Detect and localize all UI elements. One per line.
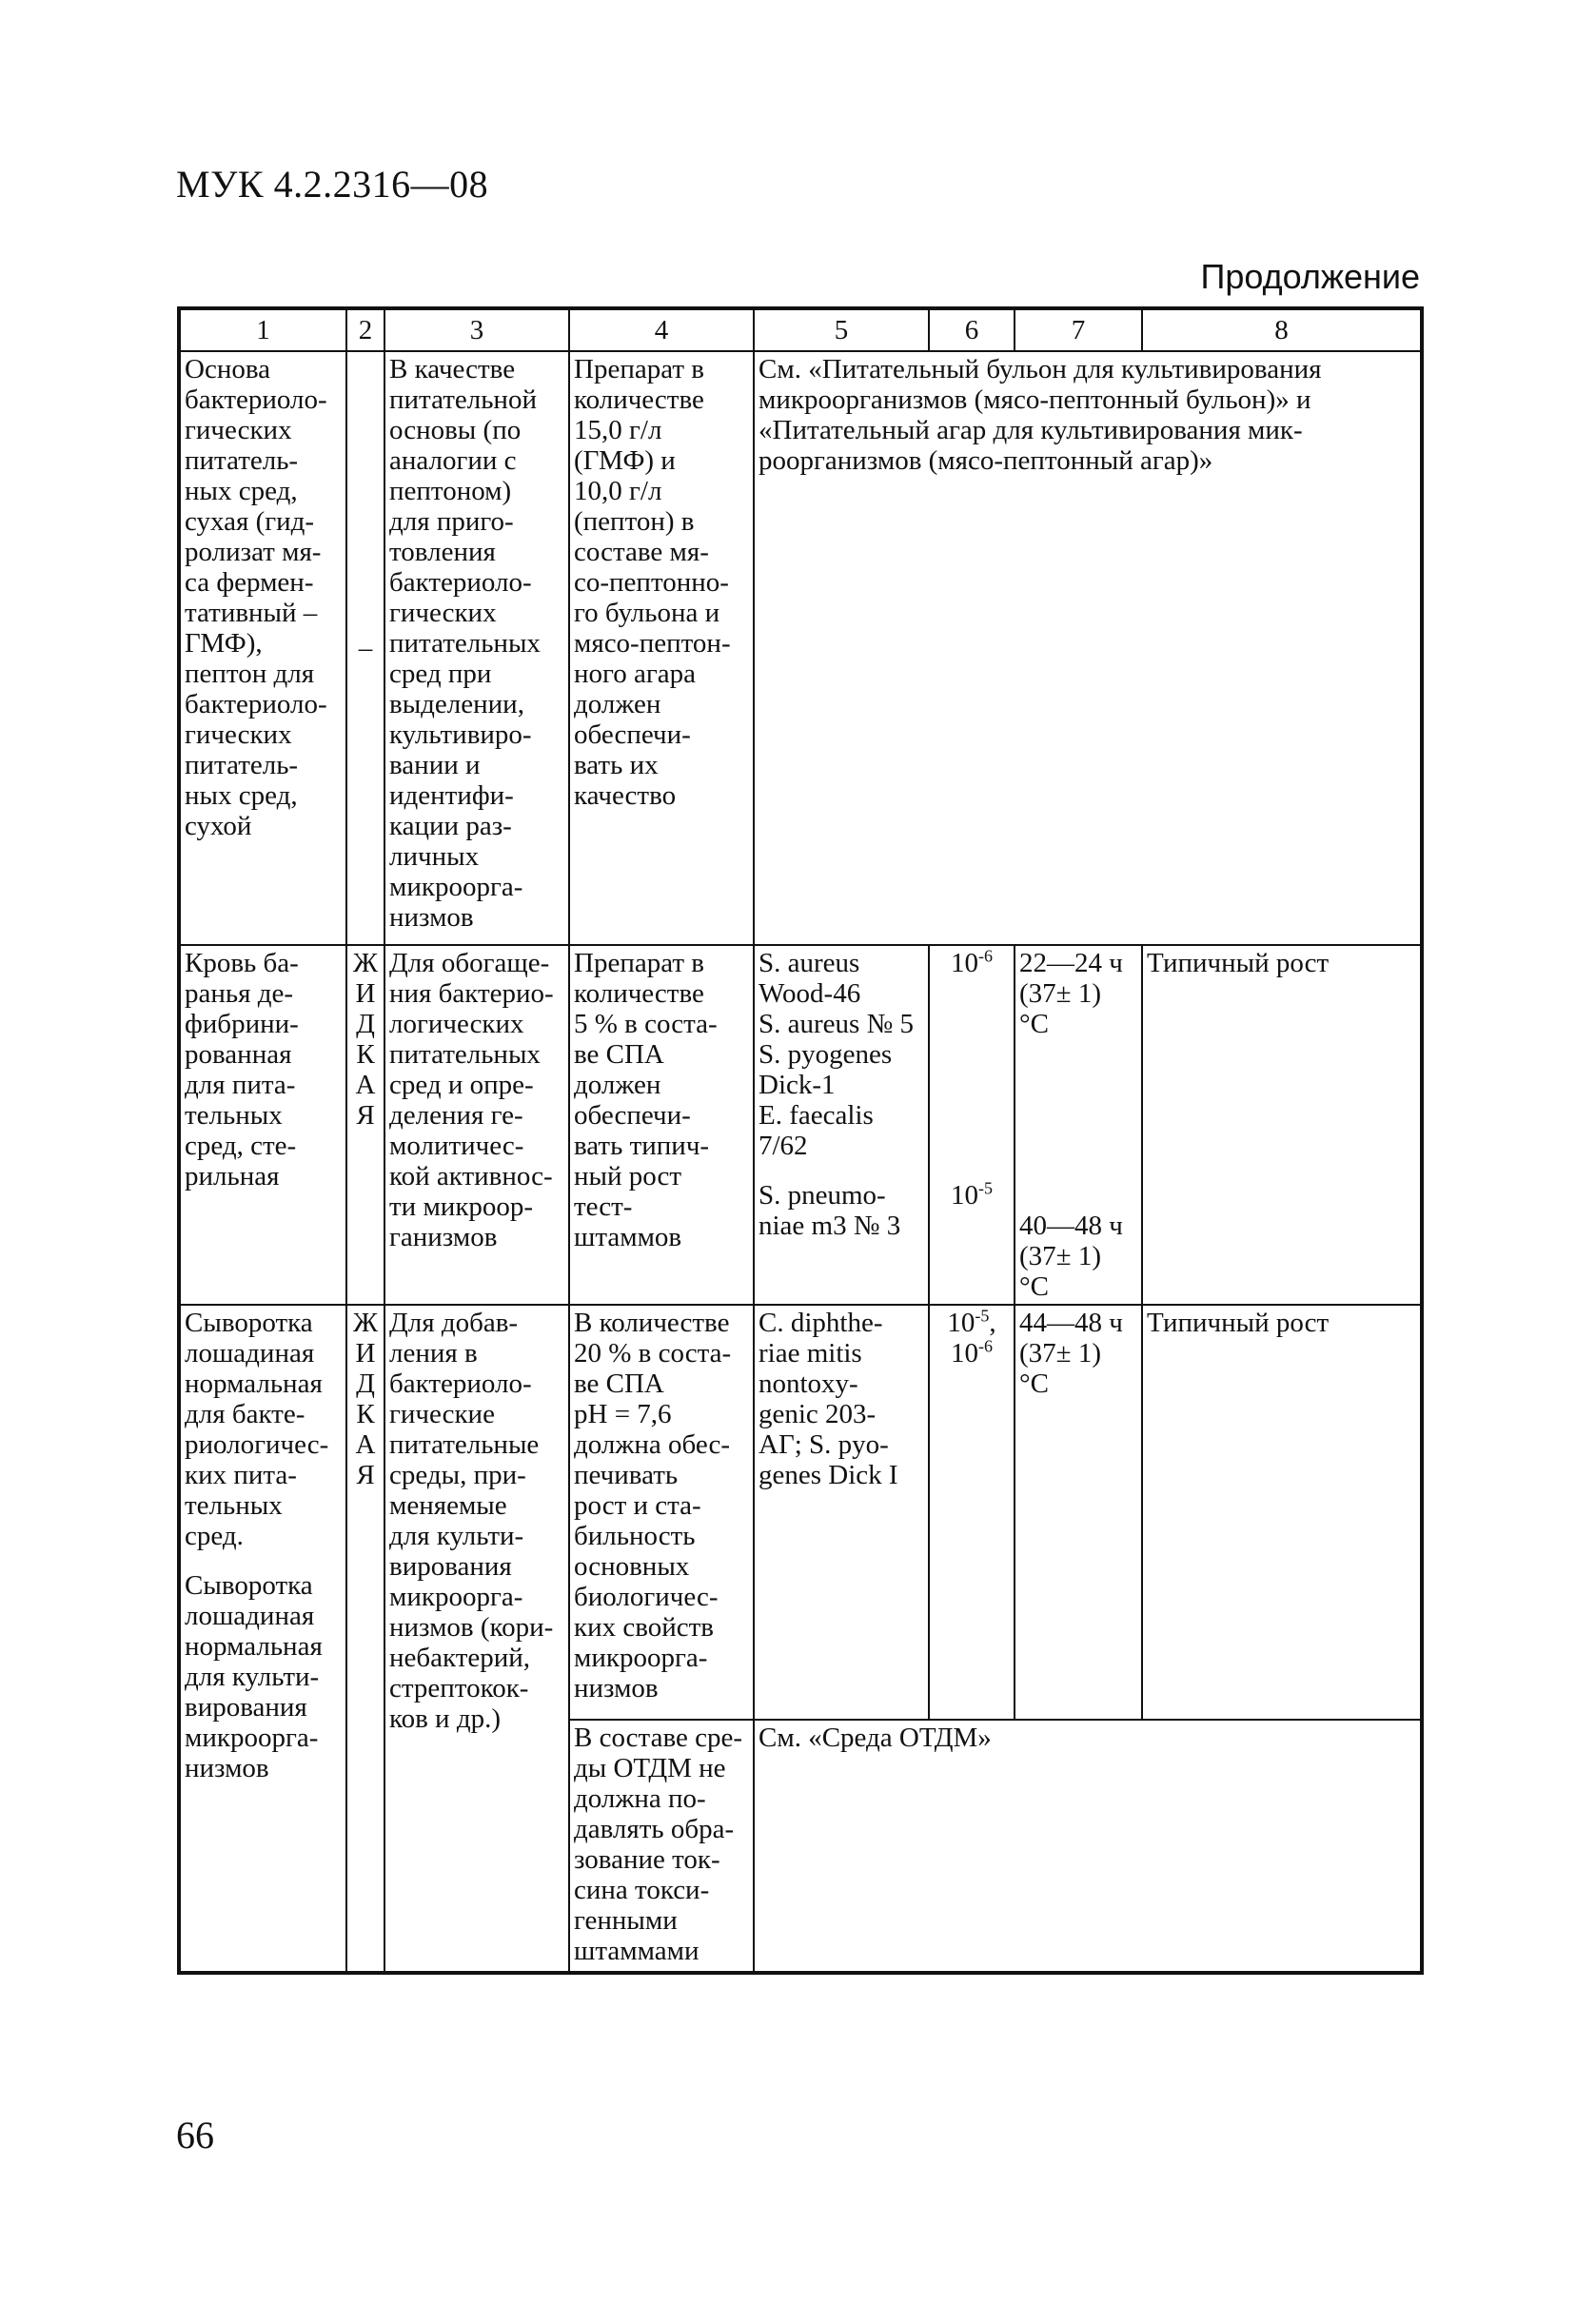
requirement-text: В количестве 20 % в соста- ве СПА pH = 7,6 должна обес- печивать рост и ста- бильность основных биологичес- ких свойств микроорга- низмов [574, 1308, 732, 1703]
column-header: 3 [384, 308, 569, 351]
table-cell [929, 1305, 1015, 1720]
dilution-value: $10^{-5}$ [951, 1178, 993, 1211]
test-strains: S. aureus Wood-46 S. aureus № 5 S. pyogenes Dick-1 E. faecalis 7/62 [759, 948, 914, 1161]
table-cell [384, 945, 569, 1305]
purpose-text: Для обогаще- ния бактерио- логических питательных сред и опре- деления ге- молитичес- кой активнос- ти микроор- ганизмов [389, 948, 554, 1252]
table-cell [754, 945, 929, 1305]
page-number: 66 [176, 2114, 214, 2156]
dilution-value: $10^{-5}$, [947, 1306, 996, 1338]
product-name: Основа бактериоло- гических питатель- ных сред, сухая (гид- ролизат мя- са фермен- тативный – ГМФ), пептон для бактериоло- гических питатель- ных сред, сухой [185, 354, 327, 841]
table-cell [754, 351, 1422, 945]
test-strains: C. diphthe- riae mitis nontoxy- genic 203- АГ; S. pyo- genes Dick I [759, 1308, 898, 1490]
table-cell [754, 1305, 929, 1720]
table-cell [179, 351, 346, 945]
test-strains: S. pneumo- niae m3 № 3 [759, 1180, 901, 1241]
table-cell [346, 945, 384, 1305]
incubation-time: 44—48 ч [1019, 1308, 1123, 1338]
dilution-value: $10^{-6}$ [951, 1336, 993, 1369]
table-row [179, 1305, 1422, 1720]
requirement-text: В составе сре- ды ОТДМ не должна по- давлять обра- зование ток- сина токси- генными штаммами [574, 1723, 743, 1966]
requirement-text: Препарат в количестве 5 % в соста- ве СПА должен обеспечи- вать типич- ный рост тест- штаммов [574, 948, 718, 1252]
column-header: 7 [1015, 308, 1142, 351]
table-cell [346, 351, 384, 945]
table-cell [569, 1305, 754, 1720]
column-header: 4 [569, 308, 754, 351]
table-cell [384, 1305, 569, 1973]
table-cell [569, 1720, 754, 1973]
continuation-label: Продолжение [1200, 257, 1420, 296]
column-header: 1 [179, 308, 346, 351]
incubation-temp: (37± 1) °С [1019, 1338, 1101, 1399]
product-name: Кровь ба- ранья де- фибрини- рованная для пита- тельных сред, сте- рильная [185, 948, 299, 1191]
requirement-text: Препарат в количестве 15,0 г/л (ГМФ) и 10,0 г/л (пептон) в составе мя- со-пептонно- го бульона и мясо-пептон- ного агара должен обеспечи- вать их качество [574, 354, 731, 811]
table-cell [179, 945, 346, 1305]
incubation-time: 22—24 ч [1019, 948, 1123, 978]
column-header: 2 [346, 308, 384, 351]
reference-text: См. «Питательный бульон для культивирования микроорганизмов (мясо-пептонный бульон)» и «Питательный агар для культивирования мик- роорганизмов (мясо-пептонный агар)» [759, 354, 1322, 476]
table-cell [1015, 1305, 1142, 1720]
specification-table [177, 306, 1424, 1975]
purpose-text: Для добав- ления в бактериоло- гические питательные среды, при- меняемые для культи- вирования микроорга- низмов (кори- небактерий, стрептокок- ков и др.) [389, 1308, 554, 1734]
table-cell [1142, 1305, 1422, 1720]
column-header: 6 [929, 308, 1015, 351]
product-name: Сыворотка лошадиная нормальная для культи- вирования микроорга- низмов [185, 1570, 323, 1783]
table-cell [929, 945, 1015, 1305]
expected-result: Типичный рост [1147, 948, 1330, 978]
table-cell [1015, 945, 1142, 1305]
reference-text: См. «Среда ОТДМ» [759, 1723, 992, 1753]
incubation-temp: (37± 1) °С [1019, 978, 1101, 1039]
header-row [179, 308, 1422, 351]
column-header: 5 [754, 308, 929, 351]
document-code: МУК 4.2.2316—08 [176, 163, 489, 206]
dilution-value: $10^{-6}$ [951, 946, 993, 978]
table-cell [569, 945, 754, 1305]
form-letters: Ж И Д К А Я [353, 1308, 378, 1490]
incubation-time: 40—48 ч [1019, 1211, 1123, 1241]
table-row [179, 351, 1422, 945]
product-name: Сыворотка лошадиная нормальная для бакте- риологичес- ких пита- тельных сред. [185, 1308, 329, 1551]
table-cell [1142, 945, 1422, 1305]
table-cell [754, 1720, 1422, 1973]
form-letters: Ж И Д К А Я [353, 948, 378, 1131]
column-header: 8 [1142, 308, 1422, 351]
table-cell [346, 1305, 384, 1973]
form-dash: – [358, 633, 373, 663]
table-cell [569, 351, 754, 945]
table-row [179, 945, 1422, 1305]
incubation-temp: (37± 1) °С [1019, 1241, 1101, 1302]
table-cell [384, 351, 569, 945]
table-cell [179, 1305, 346, 1973]
expected-result: Типичный рост [1147, 1308, 1330, 1338]
purpose-text: В качестве питательной основы (по аналогии с пептоном) для приго- товления бактериоло- гических питательных сред при выделении, культивиро- вании и идентифи- кации раз- личных микроорга- низмов [389, 354, 541, 933]
